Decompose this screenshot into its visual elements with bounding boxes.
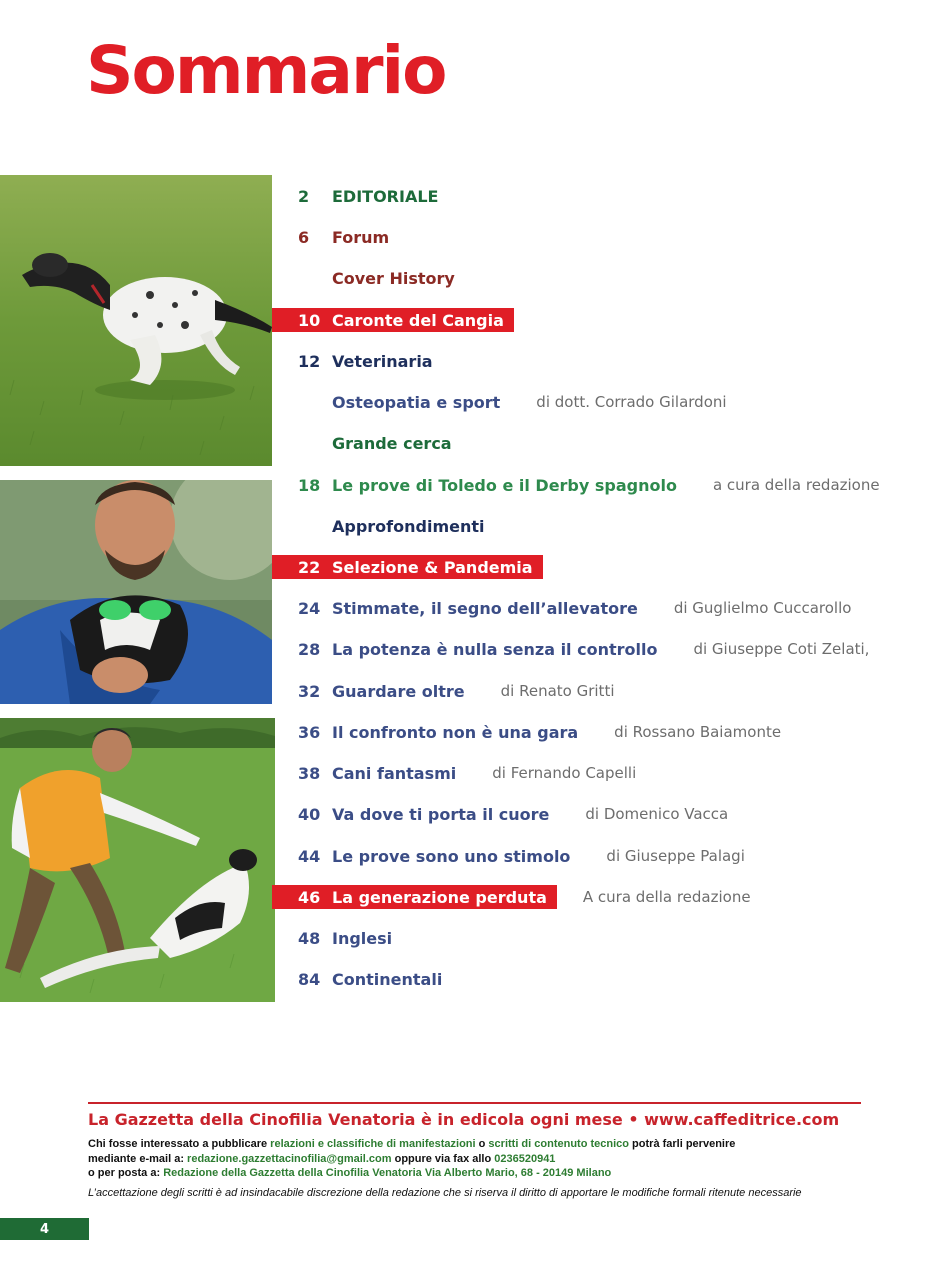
footer-line-3 bbox=[88, 1167, 611, 1179]
toc-page-number: 18 bbox=[298, 475, 321, 495]
toc-title: La generazione perduta bbox=[332, 887, 547, 907]
toc-page-number: 84 bbox=[298, 969, 321, 989]
toc-title: Le prove sono uno stimolo bbox=[332, 846, 571, 866]
toc-author: a cura della redazione bbox=[712, 476, 880, 494]
toc-entry[interactable] bbox=[272, 349, 443, 373]
toc-author: di Domenico Vacca bbox=[585, 805, 729, 823]
toc-page-number: 10 bbox=[298, 310, 321, 330]
toc-entry[interactable] bbox=[272, 184, 448, 208]
toc-title: Approfondimenti bbox=[332, 516, 485, 536]
toc-entry[interactable] bbox=[272, 390, 727, 414]
toc-entry-highlighted[interactable] bbox=[272, 885, 751, 909]
footer-highlight: scritti di contenuto tecnico bbox=[488, 1138, 629, 1150]
footer-divider bbox=[88, 1102, 861, 1104]
toc-title: Selezione & Pandemia bbox=[332, 557, 533, 577]
toc-author: di Renato Gritti bbox=[500, 682, 615, 700]
toc-author: di dott. Corrado Gilardoni bbox=[536, 393, 727, 411]
toc-title: Veterinaria bbox=[332, 351, 433, 371]
toc-title: La potenza è nulla senza il controllo bbox=[332, 639, 658, 659]
toc-page-number: 48 bbox=[298, 928, 321, 948]
toc-title: Guardare oltre bbox=[332, 681, 465, 701]
footer-headline[interactable]: La Gazzetta della Cinofilia Venatoria è in edicola ogni mese • www.caffeditrice.com bbox=[88, 1110, 840, 1129]
toc-entry[interactable] bbox=[272, 637, 869, 661]
toc-page-number: 46 bbox=[298, 887, 321, 907]
photo-man-with-setter bbox=[0, 480, 272, 704]
footer-text: mediante e-mail a: bbox=[88, 1153, 188, 1165]
toc-author: di Giuseppe Palagi bbox=[606, 847, 745, 865]
toc-title: Cover History bbox=[332, 268, 455, 288]
photo-handler-with-setter bbox=[0, 718, 275, 1002]
toc-entry-highlighted[interactable] bbox=[272, 308, 514, 332]
toc-entry[interactable] bbox=[272, 266, 465, 290]
toc-entry[interactable] bbox=[272, 596, 851, 620]
toc-page-number: 12 bbox=[298, 351, 321, 371]
toc-entry[interactable] bbox=[272, 473, 880, 497]
toc-author: di Guglielmo Cuccarollo bbox=[673, 599, 852, 617]
footer-email[interactable]: redazione.gazzettacinofilia@gmail.com bbox=[187, 1153, 392, 1165]
toc-entry[interactable] bbox=[272, 679, 615, 703]
toc-title: Va dove ti porta il cuore bbox=[332, 804, 550, 824]
toc-title: Osteopatia e sport bbox=[332, 392, 501, 412]
page-title: Sommario bbox=[86, 32, 446, 109]
footer-fax: 0236520941 bbox=[494, 1153, 556, 1165]
toc-page-number: 2 bbox=[298, 186, 310, 206]
photo-running-pointer bbox=[0, 175, 272, 466]
toc-entry[interactable] bbox=[272, 844, 745, 868]
toc-page-number: 44 bbox=[298, 846, 321, 866]
toc-author: A cura della redazione bbox=[582, 888, 751, 906]
toc-page-number: 28 bbox=[298, 639, 321, 659]
footer-text: Chi fosse interessato a pubblicare bbox=[88, 1138, 271, 1150]
toc-entry[interactable] bbox=[272, 926, 402, 950]
toc-page-number: 40 bbox=[298, 804, 321, 824]
page-number: 4 bbox=[39, 1221, 50, 1237]
toc-author: di Giuseppe Coti Zelati, bbox=[693, 640, 870, 658]
toc-title: Il confronto non è una gara bbox=[332, 722, 579, 742]
footer-text: potrà farli pervenire bbox=[629, 1138, 736, 1150]
toc-page-number: 36 bbox=[298, 722, 321, 742]
toc-entry[interactable] bbox=[272, 431, 462, 455]
toc-entry[interactable] bbox=[272, 761, 636, 785]
toc-entry[interactable] bbox=[272, 225, 399, 249]
footer-highlight: relazioni e classifiche di manifestazioni bbox=[270, 1138, 476, 1150]
toc-title: Cani fantasmi bbox=[332, 763, 457, 783]
toc-title: Forum bbox=[332, 227, 390, 247]
footer-text: o per posta a: bbox=[88, 1167, 164, 1179]
toc-entry[interactable] bbox=[272, 967, 452, 991]
toc-title: Le prove di Toledo e il Derby spagnolo bbox=[332, 475, 677, 495]
footer-text: oppure via fax allo bbox=[391, 1153, 495, 1165]
toc-title: EDITORIALE bbox=[332, 186, 439, 206]
page-number-badge bbox=[0, 1218, 89, 1240]
toc-entry[interactable] bbox=[272, 720, 781, 744]
footer-line-2 bbox=[88, 1153, 555, 1165]
toc-author: di Rossano Baiamonte bbox=[614, 723, 782, 741]
toc-page-number: 38 bbox=[298, 763, 321, 783]
toc-entry[interactable] bbox=[272, 802, 728, 826]
toc-title: Caronte del Cangia bbox=[332, 310, 504, 330]
toc-page-number: 6 bbox=[298, 227, 310, 247]
toc-page-number: 32 bbox=[298, 681, 321, 701]
toc-title: Continentali bbox=[332, 969, 443, 989]
toc-title: Grande cerca bbox=[332, 433, 452, 453]
footer-address: Redazione della Gazzetta della Cinofilia Venatoria Via Alberto Mario, 68 - 20149 Milano bbox=[163, 1167, 612, 1179]
footer-line-1 bbox=[88, 1138, 735, 1150]
toc-highlight-bar bbox=[272, 555, 543, 579]
toc-entry[interactable] bbox=[272, 514, 495, 538]
toc-highlight-bar bbox=[272, 885, 557, 909]
toc-page-number: 22 bbox=[298, 557, 321, 577]
footer-text: o bbox=[475, 1138, 489, 1150]
toc-highlight-bar bbox=[272, 308, 514, 332]
toc-title: Inglesi bbox=[332, 928, 393, 948]
toc-title: Stimmate, il segno dell’allevatore bbox=[332, 598, 638, 618]
toc-author: di Fernando Capelli bbox=[492, 764, 637, 782]
toc-page-number: 24 bbox=[298, 598, 321, 618]
toc-entry-highlighted[interactable] bbox=[272, 555, 543, 579]
footer-note: L’accettazione degli scritti è ad insindacabile discrezione della redazione che si riserva il diritto di apportare le modifiche formali ritenute necessarie bbox=[88, 1187, 802, 1199]
